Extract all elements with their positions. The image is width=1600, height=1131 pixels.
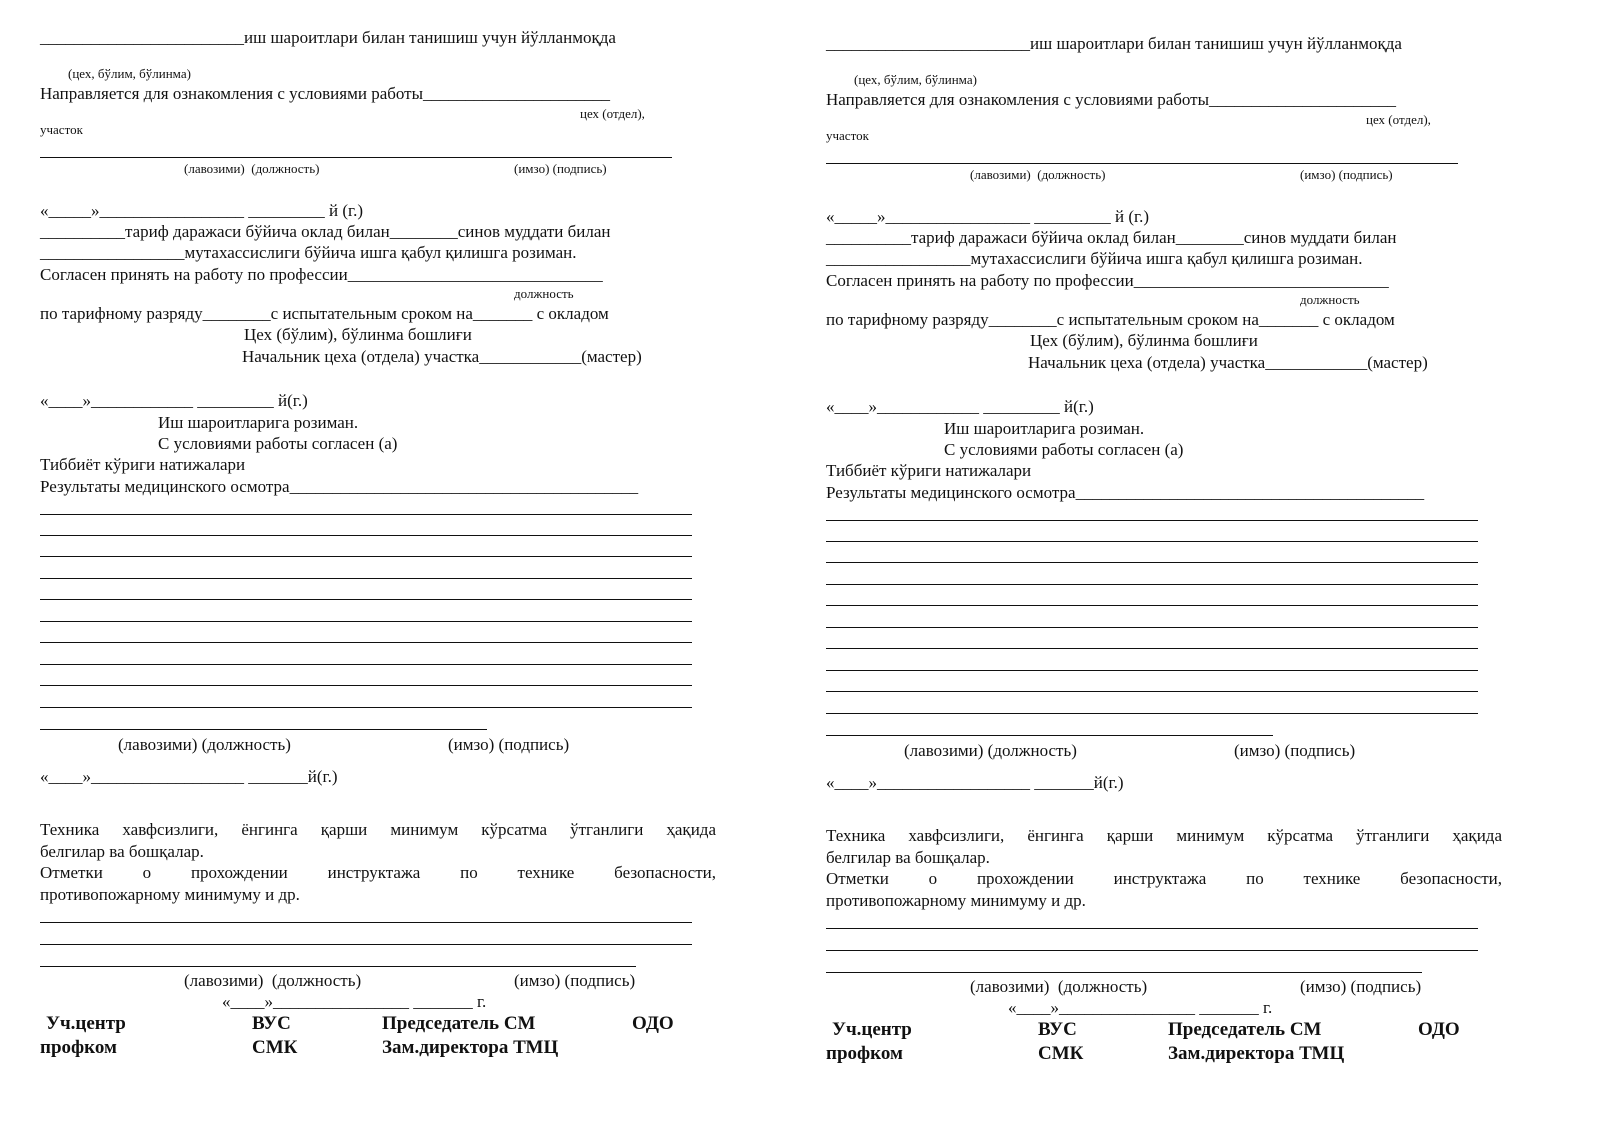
position-caption: (лавозими) (должность) [970,167,1106,182]
position-caption: (лавозими) (должность) [970,977,1148,996]
blank-line [826,584,1478,585]
blank-line [826,541,1478,542]
date-line: «____»____________ _________ й(г.) [40,391,308,410]
dept-ru-caption: цех (отдел), [1366,112,1431,127]
footer-odo: ОДО [632,1013,674,1034]
footer-deputy-director: Зам.директора ТМЦ [382,1037,559,1058]
consent-uz-line: Иш шароитларига розиман. [944,419,1145,438]
form-page-right [826,30,1506,1130]
footer-odo: ОДО [1418,1019,1460,1040]
tariff-ru-line: по тарифному разряду________с испытательным сроком на_______ с окладом [826,310,1395,329]
consent-uz-line: Иш шароитларига розиман. [158,413,359,432]
blank-line [826,713,1478,714]
safety-uz-line-2: белгилар ва бошқалар. [40,842,204,861]
blank-line [826,562,1478,563]
head-ru-line: Начальник цеха (отдела) участка____________(мастер) [1028,353,1428,372]
tariff-ru-line: по тарифному разряду________с испытательным сроком на_______ с окладом [40,304,609,323]
blank-line [826,520,1478,521]
date-line: «_____»_________________ _________ й (г.) [826,207,1149,226]
footer-training-center: Уч.центр [832,1019,912,1040]
position-subcaption: должность [1300,292,1360,307]
head-ru-line: Начальник цеха (отдела) участка____________(мастер) [242,347,642,366]
medical-uz-line: Тиббиёт кўриги натижалари [826,461,1032,480]
safety-ru-line: Отметки о прохождении инструктажа по технике безопасности, [826,869,1502,888]
blank-line [40,685,692,686]
blank-line [40,707,692,708]
medical-ru-line: Результаты медицинского осмотра_________________________________________ [826,483,1425,502]
consent-ru-line: С условиями работы согласен (а) [944,440,1184,459]
blank-line [826,928,1478,929]
blank-line [40,556,692,557]
footer-training-center: Уч.центр [46,1013,126,1034]
dept-uz-caption: (цех, бўлим, бўлинма) [68,66,191,81]
footer-union: профком [826,1043,903,1064]
form-page-left [40,24,720,1124]
blank-line [40,514,692,515]
direction-uz-line: ________________________иш шароитлари билан танишиш учун йўлланмоқда [40,28,616,47]
date-line: «____»________________ _______ г. [1008,998,1273,1017]
signature-caption: (имзо) (подпись) [1300,167,1393,182]
safety-uz-line-2: белгилар ва бошқалар. [826,848,990,867]
signature-caption: (имзо) (подпись) [448,735,570,754]
position-caption: (лавозими) (должность) [118,735,291,754]
consent-ru-line: С условиями работы согласен (а) [158,434,398,453]
blank-line [40,922,692,923]
footer-union: профком [40,1037,117,1058]
agree-ru-line: Согласен принять на работу по профессии______________________________ [40,265,603,284]
specialty-uz-line: _________________мутахассислиги бўйича ишга қабул қилишга розиман. [40,243,577,262]
blank-line [40,966,636,967]
date-line: «____»__________________ _______й(г.) [40,767,338,786]
safety-ru-line-2: противопожарному минимуму и др. [40,885,300,904]
dept-uz-caption: (цех, бўлим, бўлинма) [854,72,977,87]
position-caption: (лавозими) (должность) [904,741,1077,760]
signature-line [826,163,1458,164]
signature-caption: (имзо) (подпись) [1234,741,1356,760]
blank-line [40,599,692,600]
blank-line [826,972,1422,973]
blank-line [826,950,1478,951]
footer-chairman: Председатель СМ [1168,1019,1322,1040]
direction-ru-line: Направляется для ознакомления с условиями работы______________________ [826,90,1397,109]
medical-uz-line: Тиббиёт кўриги натижалари [40,455,246,474]
blank-line [40,535,692,536]
footer-vus: ВУС [252,1013,291,1034]
date-line: «____»____________ _________ й(г.) [826,397,1094,416]
signature-caption: (имзо) (подпись) [514,161,607,176]
safety-uz-line: Техника хавфсизлиги, ёнгинга қарши минимум кўрсатма ўтганлиги ҳақида [40,820,716,839]
signature-line [40,157,672,158]
tariff-uz-line: __________тариф даражаси бўйича оклад билан________синов муддати билан [40,222,611,241]
blank-line [826,691,1478,692]
blank-line [40,578,692,579]
blank-line [40,664,692,665]
date-line: «____»__________________ _______й(г.) [826,773,1124,792]
tariff-uz-line: __________тариф даражаси бўйича оклад билан________синов муддати билан [826,228,1397,247]
head-uz-line: Цех (бўлим), бўлинма бошлиғи [244,325,472,344]
signature-caption: (имзо) (подпись) [1300,977,1422,996]
position-caption: (лавозими) (должность) [184,971,362,990]
medical-ru-line: Результаты медицинского осмотра_________________________________________ [40,477,639,496]
footer-deputy-director: Зам.директора ТМЦ [1168,1043,1345,1064]
blank-line [40,621,692,622]
blank-line [826,648,1478,649]
section-caption: участок [826,128,869,143]
footer-smk: СМК [252,1037,298,1058]
section-caption: участок [40,122,83,137]
agree-ru-line: Согласен принять на работу по профессии______________________________ [826,271,1389,290]
position-subcaption: должность [514,286,574,301]
date-line: «____»________________ _______ г. [222,992,487,1011]
direction-ru-line: Направляется для ознакомления с условиями работы______________________ [40,84,611,103]
date-line: «_____»_________________ _________ й (г.) [40,201,363,220]
safety-ru-line-2: противопожарному минимуму и др. [826,891,1086,910]
footer-chairman: Председатель СМ [382,1013,536,1034]
safety-ru-line: Отметки о прохождении инструктажа по технике безопасности, [40,863,716,882]
blank-line [826,670,1478,671]
direction-uz-line: ________________________иш шароитлари билан танишиш учун йўлланмоқда [826,34,1402,53]
position-caption: (лавозими) (должность) [184,161,320,176]
signature-line [826,735,1273,736]
blank-line [826,605,1478,606]
footer-smk: СМК [1038,1043,1084,1064]
blank-line [40,642,692,643]
specialty-uz-line: _________________мутахассислиги бўйича ишга қабул қилишга розиман. [826,249,1363,268]
dept-ru-caption: цех (отдел), [580,106,645,121]
safety-uz-line: Техника хавфсизлиги, ёнгинга қарши минимум кўрсатма ўтганлиги ҳақида [826,826,1502,845]
head-uz-line: Цех (бўлим), бўлинма бошлиғи [1030,331,1258,350]
signature-caption: (имзо) (подпись) [514,971,636,990]
footer-vus: ВУС [1038,1019,1077,1040]
blank-line [40,944,692,945]
signature-line [40,729,487,730]
blank-line [826,627,1478,628]
